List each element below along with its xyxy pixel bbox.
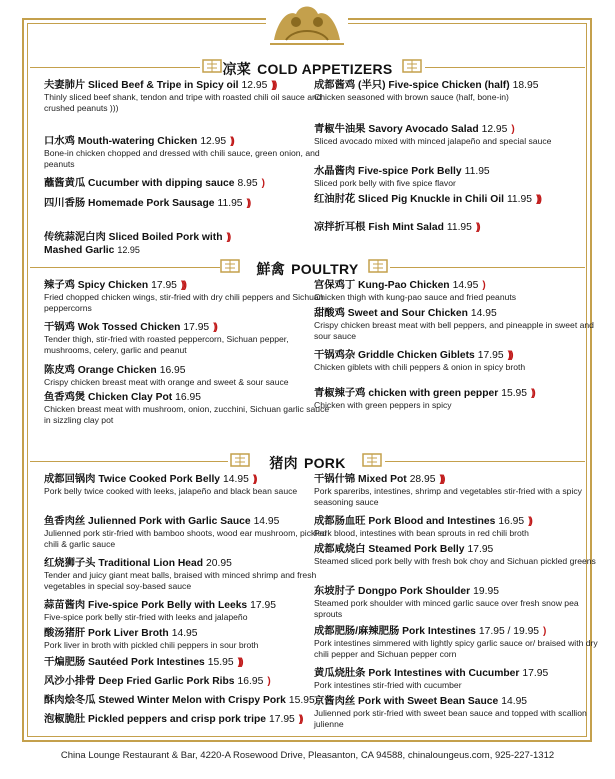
chili-pepper-icon: )) [298,714,302,725]
dish-description: Thinly sliced beef shank, tendon and tripe with roasted chili oil sauce and crushed peanuts ))) [44,92,322,113]
menu-item [44,365,334,388]
dish-title: 陈皮鸡 Orange Chicken [44,365,157,376]
menu-item [44,474,334,497]
dish-name [44,600,334,612]
menu-item [314,166,604,189]
chili-pepper-icon: ))) [507,350,512,361]
menu-item [44,558,334,591]
dish-name-cont [44,244,334,257]
dish-title: 鱼香鸡煲 Chicken Clay Pot [44,392,173,403]
chili-pepper-icon: )) [528,516,531,527]
dish-name [44,198,334,210]
dish-description: Five-spice pork belly stir-fried with leeks and jalapeño [44,612,248,622]
menu-item [314,544,604,567]
dish-name [44,676,334,688]
dish-price: 18.95 [512,80,539,91]
dish-price: 15.95 [501,388,528,399]
menu-item [314,222,604,234]
dish-price: 17.95 [477,350,504,361]
chili-pepper-icon: ))) [271,80,276,91]
dish-name [44,232,334,244]
dish-title: 蘸酱黄瓜 Cucumber with dipping sauce [44,178,235,189]
dish-title: 凉拌折耳根 Fish Mint Salad [314,222,444,233]
dish-price: 17.95 [522,668,549,679]
dish-description: Chicken thigh with kung-pao sauce and fried peanuts [314,292,517,302]
dish-title: 京酱肉丝 Pork with Sweet Bean Sauce [314,696,499,707]
chili-pepper-icon: )) [230,136,233,147]
chili-pepper-icon: )) [252,474,256,485]
dish-description: Fried chopped chicken wings, stir-fried with dry chili peppers and Sichuan peppercorns [44,292,324,313]
dish-name [44,474,334,486]
dish-title: 成都回锅肉 Twice Cooked Pork Belly [44,474,221,485]
footer-address: China Lounge Restaurant & Bar, 4220-A Rosewood Drive, Pleasanton, CA 94588, chinaloungeus.com, 925-227-1312 [60,750,555,761]
dish-description: Pork belly twice cooked with leeks, jalapeño and black bean sauce [44,486,298,496]
dish-title: 成都咸烧白 Steamed Pork Belly [314,544,465,555]
dish-price: 14.95 [171,628,198,639]
dish-title: Mashed Garlic [44,245,115,256]
menu-item [44,657,334,669]
dish-price: 17.95 [269,714,295,725]
menu-item [44,280,334,313]
menu-item [314,586,604,619]
dish-price: 12.95 [200,136,227,147]
menu-item [44,136,334,169]
menu-item [44,714,334,726]
dish-description: Pork blood, intestines with bean sprouts in red chili broth [314,528,529,538]
dish-title: 口水鸡 Mouth-watering Chicken [44,136,198,147]
dish-title: 风沙小排骨 Deep Fried Garlic Pork Ribs [44,676,235,687]
dish-price: 17.95 / 19.95 [478,626,540,637]
dish-description: Chicken breast meat with mushroom, onion, zucchini, Sichuan garlic sauce in sizzling clay pot [44,404,330,425]
dish-price: 17.95 [250,600,276,611]
dish-name [314,626,604,638]
menu-item [314,80,604,103]
dish-price: 14.95 [452,280,479,291]
dish-price: 14.95 [223,474,249,485]
section-pork [0,451,615,473]
section-title: 凉菜 COLD APPETIZERS [222,61,393,77]
dish-description: Julienned pork stir-fried with sweet bean sauce and topped with scallion julienne [314,708,587,729]
menu-item [44,695,334,707]
dish-price: 11.95 [217,198,243,209]
dish-title: 青椒牛油果 Savory Avocado Salad [314,124,479,135]
dish-description: Chicken seasoned with brown sauce (half, bone-in) [314,92,509,102]
dish-price: 15.95 [207,657,234,668]
dish-price: 17.95 [467,544,494,555]
dish-description: Chicken with green peppers in spicy [314,400,452,410]
dish-description: Bone-in chicken chopped and dressed with chili sauce, green onion, and peanuts [44,148,320,169]
dish-price: 11.95 [464,166,490,177]
dish-title: 红烧狮子头 Traditional Lion Head [44,558,204,569]
chili-pepper-icon: ))) [535,194,540,205]
dish-price: 17.95 [183,322,210,333]
chili-pepper-icon: ))) [237,657,242,668]
dish-price: 12.95 [481,124,508,135]
dish-description: Julienned pork stir-fried with bamboo shoots, wood ear mushroom, pickled chili & garlic sauce [44,528,327,549]
dish-name [314,194,604,206]
dish-price: 16.95 [498,516,525,527]
dish-title: 成都酱鸡 (半只) Five-spice Chicken (half) [314,80,510,91]
dish-name [44,657,334,669]
menu-item [314,388,604,411]
dish-price: 28.95 [409,474,436,485]
menu-item [314,668,604,691]
dish-price: 8.95 [237,178,258,189]
dish-name [44,516,334,528]
dish-name [314,222,604,234]
menu-item [44,80,334,113]
dish-price: 12.95 [117,245,140,255]
dish-name [44,178,334,190]
dish-name [44,695,334,707]
chili-pepper-icon: )) [246,198,250,209]
dish-name [314,474,604,486]
chili-pepper-icon: ) [543,626,545,637]
dish-description: Steamed sliced pork belly with fresh bok choy and Sichuan pickled greens [314,556,596,566]
menu-item [314,308,604,341]
dish-name [314,124,604,136]
dish-title: 泡椒脆肚 Pickled peppers and crisp pork tripe [44,714,267,725]
chili-pepper-icon: )) [475,222,479,233]
section-title: 鮮禽 POULTRY [256,261,359,277]
menu-item [44,628,334,651]
dish-name [314,668,604,680]
menu-item [314,350,604,373]
dish-name [314,166,604,178]
dish-price: 19.95 [473,586,499,597]
dish-title: 辣子鸡 Spicy Chicken [44,280,149,291]
dish-name [44,80,334,92]
dish-title: 干煸肥肠 Sautéed Pork Intestines [44,657,205,668]
dish-price: 16.95 [175,392,201,403]
dragon-logo [266,0,348,46]
dish-description: Pork intestines stir-fried with cucumber [314,680,462,690]
dish-name [314,350,604,362]
dish-name [44,322,334,334]
dish-title: 东坡肘子 Dongpo Pork Shoulder [314,586,471,597]
menu-item [44,392,334,425]
dish-title: 成都肥肠/麻辣肥肠 Pork Intestines [314,626,476,637]
dish-price: 11.95 [446,222,472,233]
dish-title: 成都肠血旺 Pork Blood and Intestines [314,516,496,527]
menu-item [44,322,334,355]
chili-pepper-icon: ) [267,676,269,687]
dish-title: 酸汤猪肝 Pork Liver Broth [44,628,169,639]
dish-name [44,136,334,148]
dish-description: Tender thigh, stir-fried with roasted peppercorn, Sichuan pepper, mushrooms, celery, garlic and peanut [44,334,289,355]
dish-title: 红油肘花 Sliced Pig Knuckle in Chili Oil [314,194,504,205]
section-title: 猪肉 PORK [269,455,346,471]
dish-title: 干锅鸡杂 Griddle Chicken Giblets [314,350,475,361]
chili-pepper-icon: ))) [180,280,185,291]
menu-item [44,198,334,210]
dish-name [314,280,604,292]
chili-pepper-icon: )) [226,232,230,243]
section-poultry [0,257,615,279]
dish-price: 14.95 [470,308,497,319]
section-cold-appetizers [0,57,615,79]
dish-name [314,586,604,598]
chili-pepper-icon: ))) [439,474,444,485]
dish-name [314,516,604,528]
menu-item [314,474,604,507]
dish-description: Sliced avocado mixed with minced jalapeño and special sauce [314,136,552,146]
dish-title: 传统蒜泥白肉 Sliced Boiled Pork with [44,232,223,243]
dish-title: 鱼香肉丝 Julienned Pork with Garlic Sauce [44,516,251,527]
dish-name [44,558,334,570]
menu-item [314,626,604,659]
menu-item [314,516,604,539]
chili-pepper-icon: ) [482,280,484,291]
dish-title: 黄瓜烧肚条 Pork Intestines with Cucumber [314,668,520,679]
dish-title: 干锅什锦 Mixed Pot [314,474,407,485]
dish-description: Pork spareribs, intestines, shrimp and vegetables stir-fried with a spicy seasoning sauce [314,486,582,507]
dish-price: 20.95 [206,558,232,569]
dish-price: 16.95 [237,676,264,687]
dish-title: 干锅鸡 Wok Tossed Chicken [44,322,181,333]
dish-name [314,308,604,320]
menu-item [44,232,334,257]
menu-item [44,516,334,549]
menu-item [44,676,334,688]
dish-name [314,80,604,92]
dish-description: Tender and juicy giant meat balls, braised with minced shrimp and fresh vegetables in special soy-based sauce [44,570,317,591]
dish-price: 14.95 [501,696,528,707]
menu-item [44,178,334,190]
dish-name [44,365,334,377]
chili-pepper-icon: )) [531,388,534,399]
chili-pepper-icon: ) [511,124,513,135]
dish-description: Crispy chicken breast meat with bell peppers, and pineapple in sweet and sour sauce [314,320,594,341]
dish-price: 12.95 [241,80,268,91]
dish-title: 青椒辣子鸡 chicken with green pepper [314,388,499,399]
dish-description: Steamed pork shoulder with minced garlic sauce over fresh snow pea sprouts [314,598,579,619]
dish-name [44,280,334,292]
dish-title: 宫保鸡丁 Kung-Pao Chicken [314,280,450,291]
dish-price: 14.95 [253,516,280,527]
menu-item [314,124,604,147]
dish-name [314,388,604,400]
dish-description: Crispy chicken breast meat with orange and sweet & sour sauce [44,377,289,387]
dish-description: Pork intestines simmered with lightly spicy garlic sauce or/ braised with dry chili pepper and Sichuan pepper corn [314,638,598,659]
dish-price: 15.95 [288,695,315,706]
dish-name [44,628,334,640]
menu-item [314,696,604,729]
chili-pepper-icon: ) [261,178,263,189]
dish-title: 甜酸鸡 Sweet and Sour Chicken [314,308,468,319]
dish-name [44,392,334,404]
menu-item [44,600,334,623]
dish-name [314,544,604,556]
dish-title: 水晶酱肉 Five-spice Pork Belly [314,166,462,177]
dish-title: 夫妻肺片 Sliced Beef & Tripe in Spicy oil [44,80,239,91]
dish-title: 蒜苗酱肉 Five-spice Pork Belly with Leeks [44,600,248,611]
chili-pepper-icon: )) [213,322,216,333]
dish-price: 16.95 [159,365,186,376]
dish-description: Sliced pork belly with five spice flavor [314,178,456,188]
dish-title: 酥肉烩冬瓜 Stewed Winter Melon with Crispy Pork [44,695,286,706]
menu-item [314,280,604,303]
dish-description: Chicken giblets with chili peppers & onion in spicy broth [314,362,526,372]
dish-description: Pork liver in broth with pickled chili peppers in sour broth [44,640,259,650]
dish-title: 四川香肠 Homemade Pork Sausage [44,198,215,209]
menu-item [314,194,604,206]
dish-price: 17.95 [151,280,177,291]
dish-price: 11.95 [506,194,532,205]
dish-name [44,714,334,726]
dish-name [314,696,604,708]
